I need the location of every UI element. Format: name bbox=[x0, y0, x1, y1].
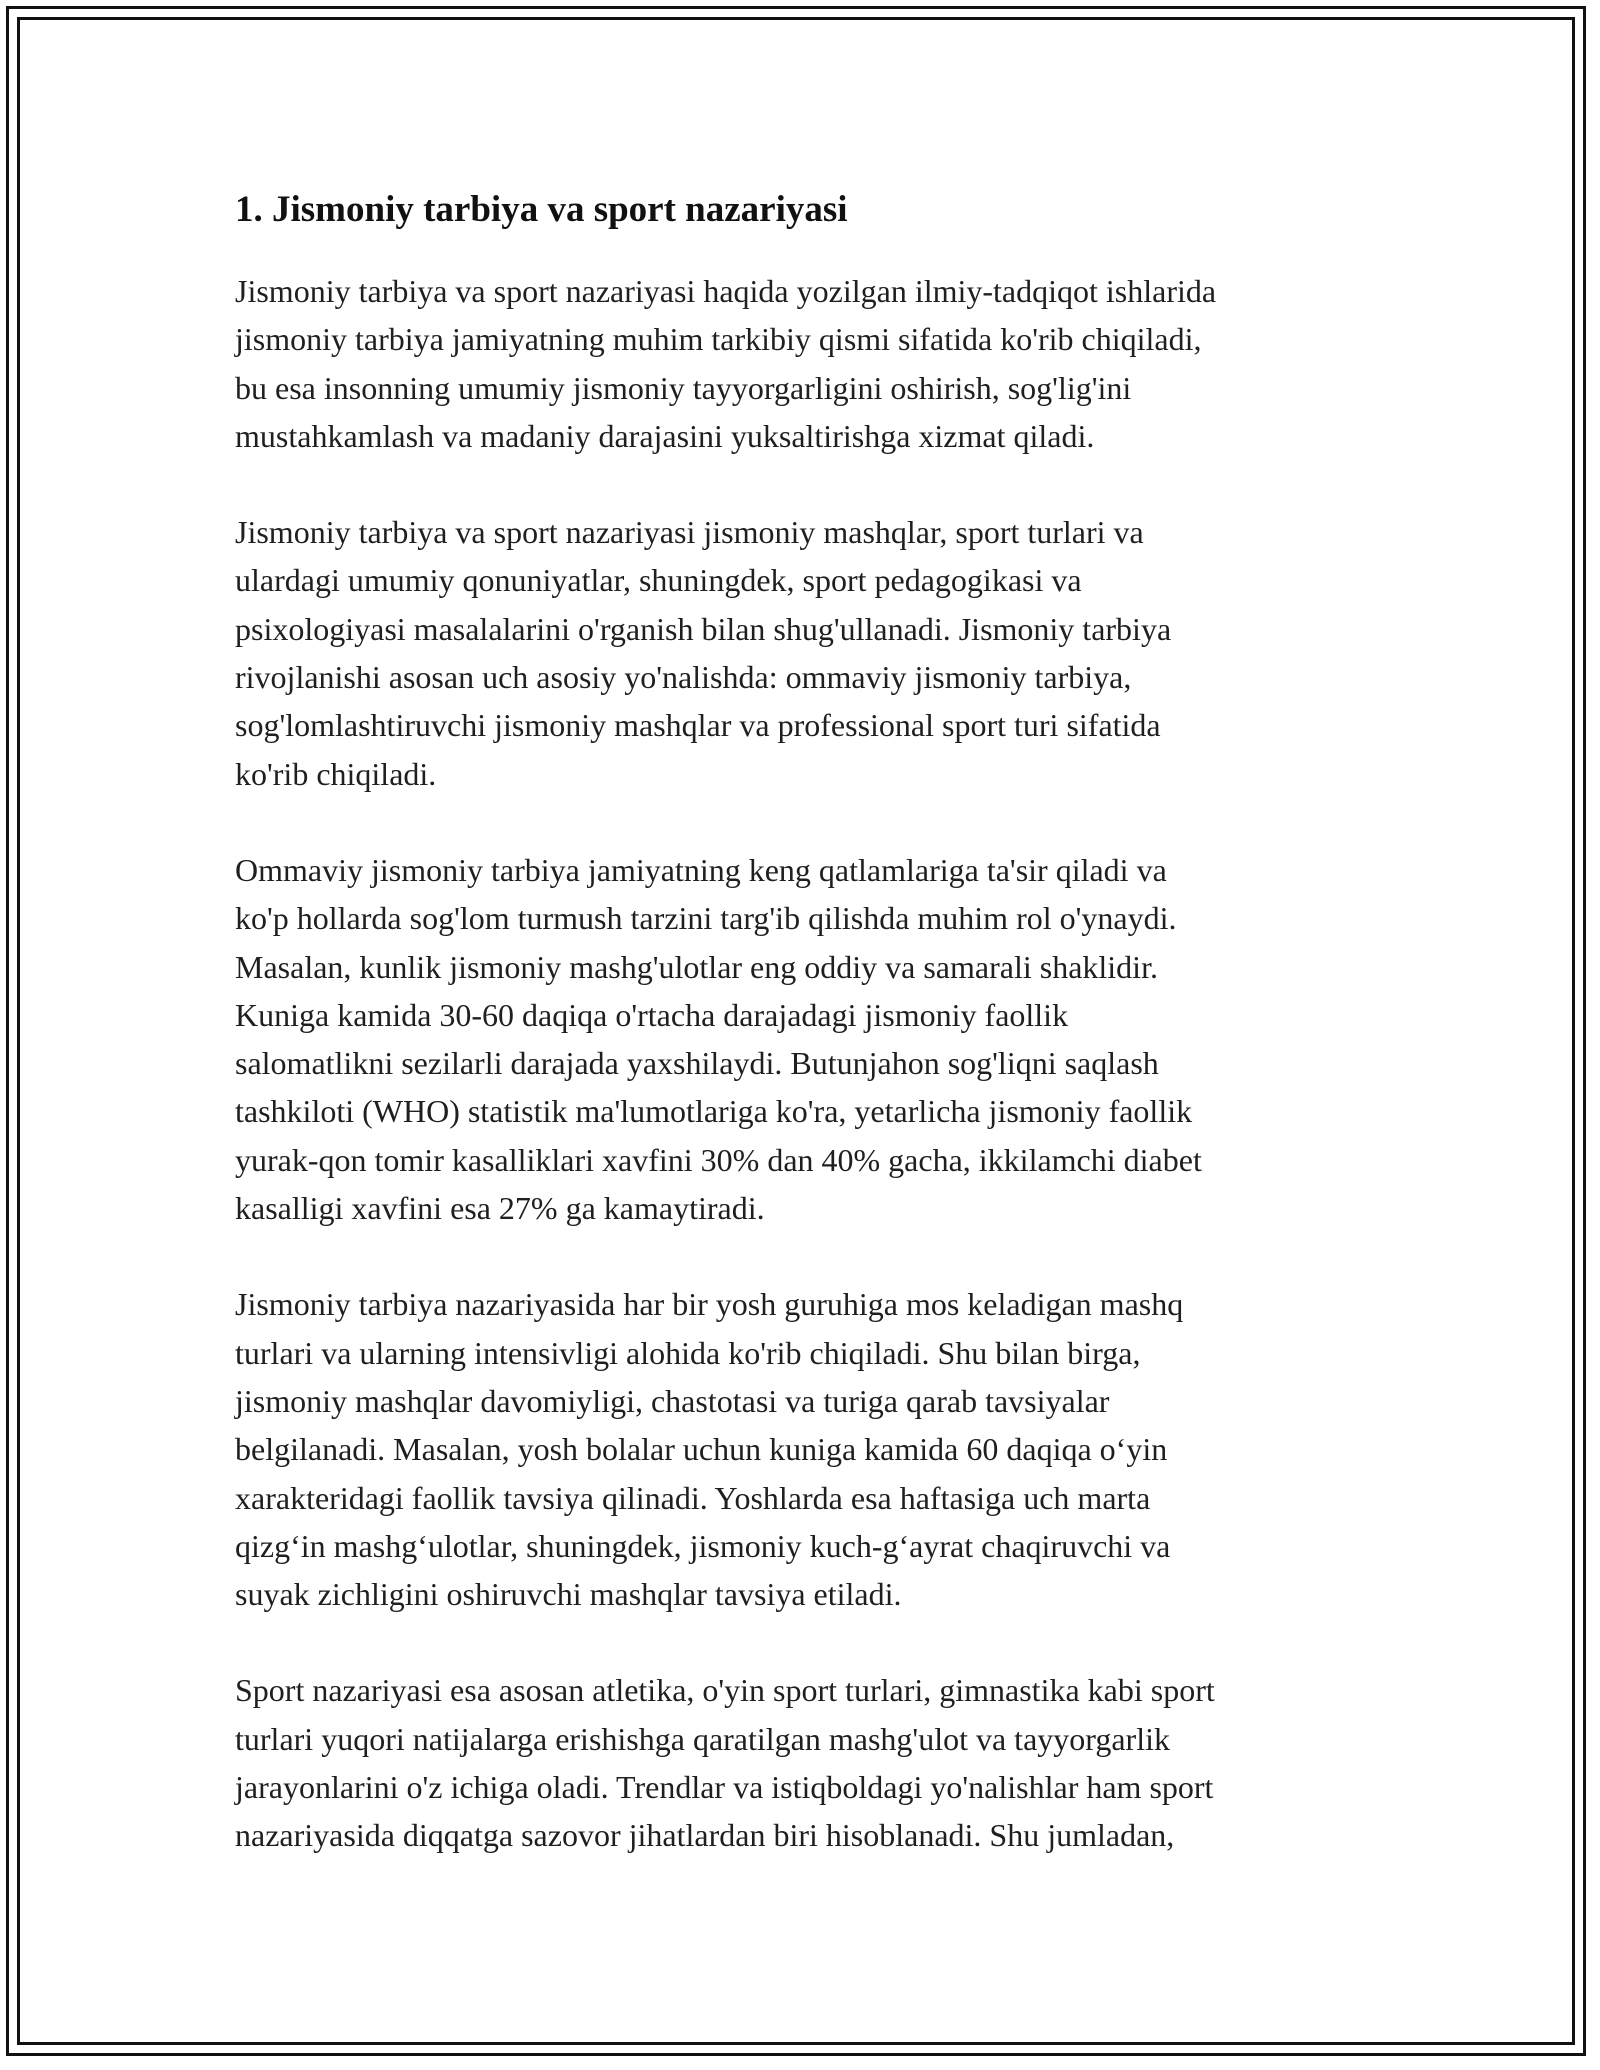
paragraph-intro: Jismoniy tarbiya va sport nazariyasi haqida yozilgan ilmiy-tadqiqot ishlarida jismoniy tarbiya jamiyatning muhim tarkibiy qismi sifatida ko'rib chiqiladi, bu esa insonning umumiy jismoniy tayyorgarligini oshirish, sog'lig'ini mustahkamlash va madaniy darajasini yuksaltirishga xizmat qiladi. bbox=[235, 273, 1217, 454]
section-heading: 1. Jismoniy tarbiya va sport nazariyasi bbox=[235, 189, 848, 230]
paragraph-mass-physical-education: Ommaviy jismoniy tarbiya jamiyatning keng qatlamlariga ta'sir qiladi va ko'p hollarda sog'lom turmush tarzini targ'ib qilishda muhim rol o'ynaydi. Masalan, kunlik jismoniy mashg'ulotlar eng oddiy va samarali shaklidir. Kuniga kamida 30-60 daqiqa o'rtacha darajadagi jismoniy faollik salomatlikni sezilarli darajada yaxshilaydi. Butunjahon sog'liqni saqlash tashkiloti (WHO) statistik ma'lumotlariga ko'ra, yetarlicha jismoniy faollik yurak-qon tomir kasalliklari xavfini 30% dan 40% gacha, ikkilamchi diabet kasalligi xavfini esa 27% ga kamaytiradi. bbox=[235, 851, 1202, 1227]
paragraph-sport-theory: Sport nazariyasi esa asosan atletika, o'yin sport turlari, gimnastika kabi sport turlari yuqori natijalarga erishishga qaratilgan mashg'ulot va tayyorgarlik jarayonlarini o'z ichiga oladi. Trendlar va istiqboldagi yo'nalishlar ham sport nazariyasida diqqatga sazovor jihatlardan biri hisoblanadi. Shu jumladan, bbox=[235, 1672, 1215, 1854]
paragraph-age-groups: Jismoniy tarbiya nazariyasida har bir yosh guruhiga mos keladigan mashq turlari va ularning intensivligi alohida ko'rib chiqiladi. Shu bilan birga, jismoniy mashqlar davomiyligi, chastotasi va turiga qarab tavsiyalar belgilanadi. Masalan, yosh bolalar uchun kuniga kamida 60 daqiqa o‘yin xarakteridagi faollik tavsiya qilinadi. Yoshlarda esa haftasiga uch marta qizg‘in mashg‘ulotlar, shuningdek, jismoniy kuch-g‘ayrat chaqiruvchi va suyak zichligini oshiruvchi mashqlar tavsiya etiladi. bbox=[235, 1286, 1184, 1613]
paragraph-theory-scope: Jismoniy tarbiya va sport nazariyasi jismoniy mashqlar, sport turlari va ulardagi umumiy qonuniyatlar, shuningdek, sport pedagogikasi va psixologiyasi masalalarini o'rganish bilan shug'ullanadi. Jismoniy tarbiya rivojlanishi asosan uch asosiy yo'nalishda: ommaviy jismoniy tarbiya, sog'lomlashtiruvchi jismoniy mashqlar va professional sport turi sifatida ko'rib chiqiladi. bbox=[235, 514, 1172, 792]
document-body bbox=[235, 186, 1385, 1908]
